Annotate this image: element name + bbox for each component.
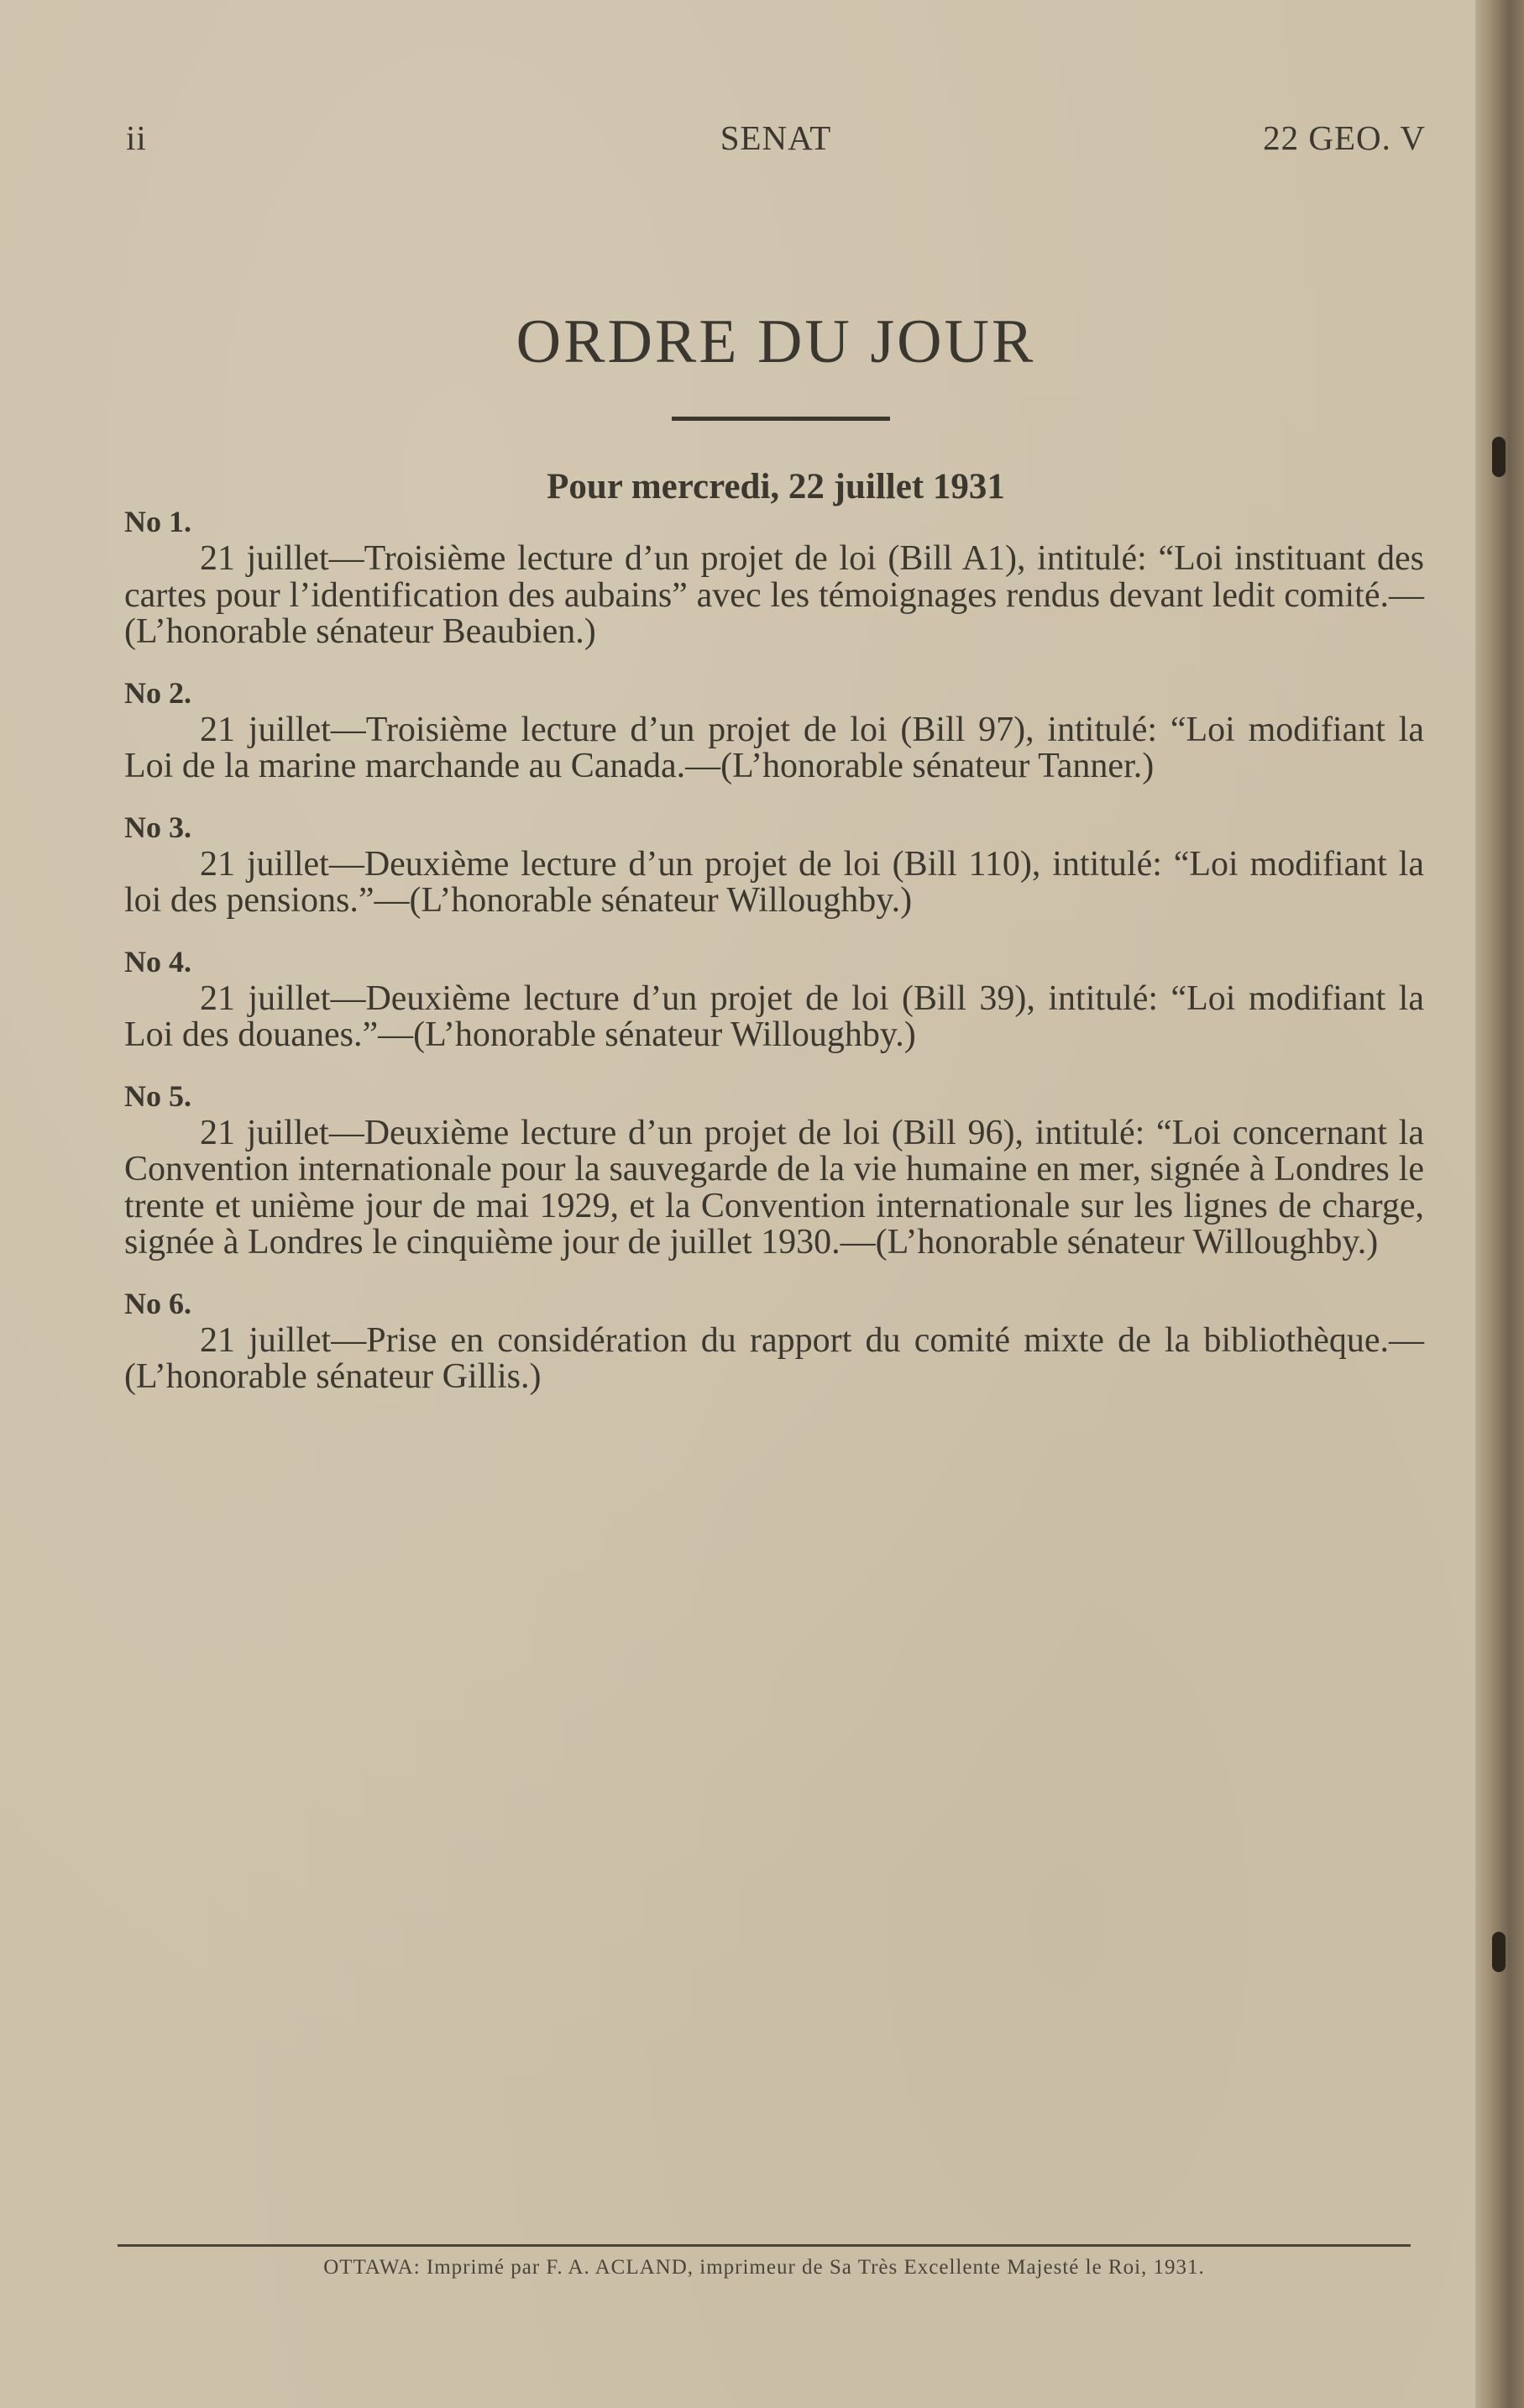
order-text: 21 juillet—Prise en considération du rapport du comité mixte de la bibliothèque.—(L’honorable sénateur Gillis.) <box>124 1320 1424 1396</box>
order-item <box>124 502 1424 651</box>
order-item <box>124 1284 1424 1396</box>
order-text: 21 juillet—Troisième lecture d’un projet de loi (Bill A1), intitulé: “Loi instituant des cartes pour l’identification des aubains” avec les témoignages rendus devant ledit comité.—(L’honorable sénateur Beaubien.) <box>124 539 1424 651</box>
binding-edge <box>1475 0 1524 2408</box>
order-item <box>124 808 1424 920</box>
order-number: No 5. <box>124 1078 191 1113</box>
order-item <box>124 1077 1424 1262</box>
order-item <box>124 942 1424 1054</box>
binding-hole <box>1492 1932 1506 1972</box>
footer-rule <box>118 2244 1411 2247</box>
order-number: No 3. <box>124 810 191 844</box>
chamber-name: SENAT <box>720 118 832 157</box>
order-item <box>124 674 1424 785</box>
running-head <box>126 118 1426 160</box>
order-text: 21 juillet—Troisième lecture d’un projet de loi (Bill 97), intitulé: “Loi modifiant la Loi de la marine marchande au Canada.—(L’honorable sénateur Tanner.) <box>124 710 1424 785</box>
page-number: ii <box>126 118 147 157</box>
date-line: Pour mercredi, 22 juillet 1931 <box>547 467 1005 506</box>
order-number: No 2. <box>124 675 191 710</box>
order-text: 21 juillet—Deuxième lecture d’un projet de loi (Bill 110), intitulé: “Loi modifiant la loi des pensions.”—(L’honorable sénateur Willoughby.) <box>124 844 1424 920</box>
order-text: 21 juillet—Deuxième lecture d’un projet de loi (Bill 39), intitulé: “Loi modifiant la Loi des douanes.”—(L’honorable sénateur Willoughby.) <box>124 978 1424 1054</box>
printer-imprint: OTTAWA: Imprimé par F. A. ACLAND, imprimeur de Sa Très Excellente Majesté le Roi, 1931. <box>323 2256 1205 2279</box>
binding-hole <box>1492 437 1506 477</box>
title-rule <box>672 417 890 421</box>
order-number: No 4. <box>124 944 191 978</box>
order-number: No 6. <box>124 1286 191 1320</box>
orders-list <box>124 502 1424 1419</box>
order-text: 21 juillet—Deuxième lecture d’un projet de loi (Bill 96), intitulé: “Loi concernant la Convention internationale pour la sauvegarde de la vie humaine en mer, signée à Londres le trente et unième jour de mai 1929, et la Convention internationale sur les lignes de charge, signée à Londres le cinquième jour de juillet 1930.—(L’honorable sénateur Willoughby.) <box>124 1113 1424 1262</box>
page-title: ORDRE DU JOUR <box>516 307 1036 376</box>
order-number: No 1. <box>124 505 191 538</box>
session-label: 22 GEO. V <box>1263 118 1426 157</box>
